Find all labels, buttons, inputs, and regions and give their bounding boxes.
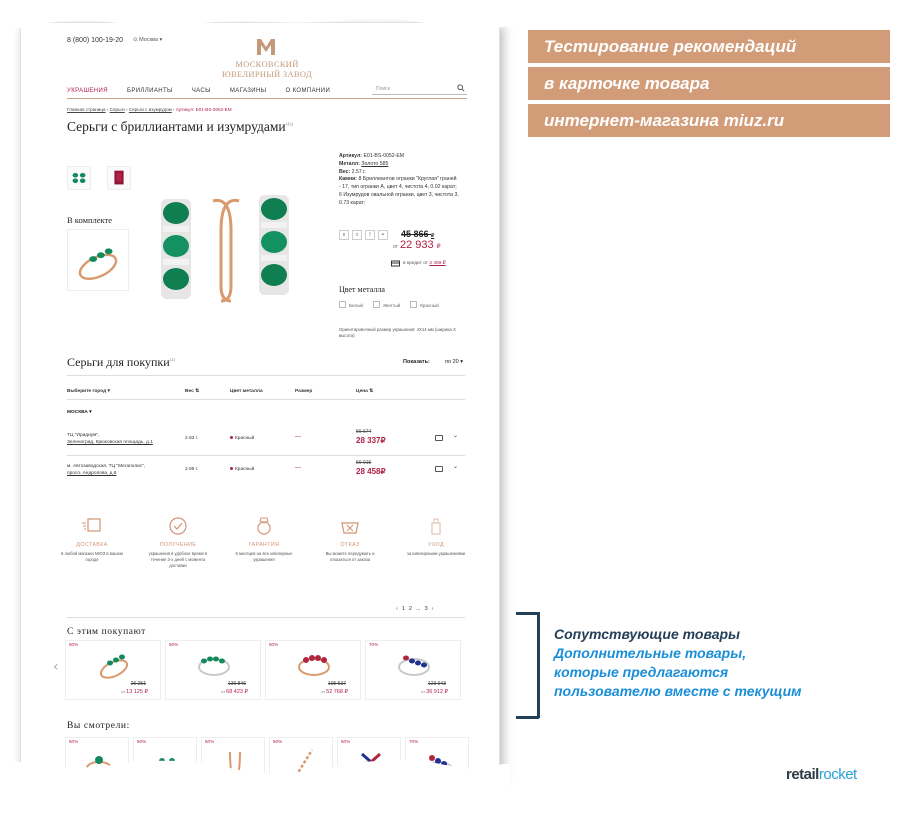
ring-icon [294,647,334,681]
col-metal[interactable]: Цвет металла [230,389,263,394]
weight-value: 2.57 г. [351,168,366,175]
divider [67,399,465,400]
divider [67,455,465,456]
basket-cancel-icon [339,515,361,537]
metal-value[interactable]: Золото 585 [361,160,389,167]
logo-line2: ЮВЕЛИРНЫЙ ЗАВОД [221,69,312,79]
ring-icon [94,647,134,681]
note-line2: Дополнительные товары, [554,645,747,661]
benefit-warranty-title: ГАРАНТИЯ [248,542,280,548]
page-title [67,119,293,135]
metal-option-yellow[interactable]: Желтый [373,301,400,308]
logo-part-a: retail [786,766,819,783]
credit-icon [391,260,400,267]
benefit-care-title: УХОД [428,542,444,548]
col-city-label: Выберите город [67,389,107,394]
nav-item-stores[interactable]: МАГАЗИНЫ [229,87,267,94]
product-specs [339,153,469,208]
share-link-icon[interactable]: ⚭ [378,230,388,240]
title-banner-3: интернет-магазина miuz.ru [528,104,890,137]
nav-item-jewelry[interactable]: УКРАШЕНИЯ [67,87,108,94]
card-price-from: от [321,689,326,694]
stones-line3: 6 Изумрудов овальной огранки, цвет 3, чистота 3, [339,191,459,198]
logo-icon[interactable] [255,35,277,57]
show-label: Показать: [403,359,430,365]
card-price-from: от [421,689,426,694]
col-price[interactable]: Цена ⇅ [356,389,374,394]
city-group[interactable]: МОСКВА ▾ [67,410,92,415]
price-from-label: от [393,244,398,250]
ring-icon [394,647,434,681]
title-banner-2: в карточке товара [528,67,890,100]
gallery-thumb-box[interactable] [107,166,131,190]
ring-icon [68,230,128,290]
spray-bottle-icon [425,515,447,537]
article-value: E01-BS-0052-EM [363,153,405,159]
metal-option-white[interactable]: Белый [339,301,363,308]
store-1-weight: 2.93 г. [185,436,199,441]
ring-icon [194,647,234,681]
chevron-down-icon[interactable]: ⌄ [453,433,459,439]
product-main-image[interactable] [151,191,301,311]
recommend-card[interactable] [65,640,161,700]
nav-item-company[interactable]: О КОМПАНИИ [285,87,331,94]
kit-ring-image[interactable] [67,229,129,291]
discount-badge: 50% [205,739,215,744]
discount-badge: 50% [169,642,179,647]
buy-section-title [67,355,175,370]
discount-badge: 50% [69,642,79,647]
logo-part-b: rocket [818,766,857,783]
note-line1: Сопутствующие товары [554,626,741,642]
header-phone[interactable]: 8 (800) 100-19-20 [67,37,124,44]
credit-offer[interactable] [403,261,446,266]
share-buttons [339,230,388,240]
benefit-pickup-desc: украшения в удобное время в течение 3-х дней с момента доставки [148,551,208,568]
store-1-line1: ТЦ "Иридиум", [67,433,100,438]
breadcrumb-earrings[interactable]: Серьги [109,107,125,112]
pager-prev[interactable]: ‹ [396,606,398,612]
search-icon[interactable] [457,84,465,92]
divider [67,617,465,618]
store-2-line2[interactable]: просп. Андропова, д.8 [67,470,117,476]
benefit-refund [317,515,383,563]
stones-line2: - 17, тип огранки А, цвет 4, чистота 4, 0.02 карат; [339,184,457,191]
screenshot-panel [20,22,500,782]
card-new-price [421,689,448,695]
store-1-new-price: 28 337₽ [356,436,386,445]
chevron-down-icon[interactable]: ⌄ [453,464,459,470]
benefit-refund-desc: Вы можете передумать и отказаться от заказа [325,551,375,562]
recommend-card[interactable] [165,640,261,700]
kit-label: В комплекте [67,215,113,225]
new-price-currency: ₽ [436,244,441,250]
show-count-select[interactable]: по 20 ▾ [445,359,463,365]
weight-label: Вес: [339,168,351,175]
breadcrumb: Главная страница › Серьги › Серьги с изумрудом › Артикул: E01-BS-0052-EM [67,107,232,112]
benefit-care [403,515,469,557]
old-price-currency: ₽ [431,233,435,239]
pagination [396,606,433,612]
old-price-value: 45 866 [401,229,429,239]
gift-box-icon [108,167,130,189]
discount-badge: 50% [273,739,283,744]
main-nav [67,83,467,99]
store-2-weight: 2.95 г. [185,467,199,472]
stones-line1: 8 Бриллиантов огранки "Круглая" граней [358,176,457,183]
pager-page-2[interactable]: 2 [408,606,412,612]
card-new-price-value: 68 423 ₽ [226,689,248,695]
discount-badge: 50% [341,739,351,744]
viewed-title: Вы смотрели: [67,721,130,731]
discount-badge: 70% [409,739,419,744]
breadcrumb-current: Артикул: E01-BS-0052-EM [175,107,232,112]
metal-color-title: Цвет металла [339,285,385,294]
benefit-pickup [145,515,211,569]
share-ok-icon[interactable]: о [352,230,362,240]
note-line4: пользователю вместе с текущим [554,683,802,699]
ring-warranty-icon [253,515,275,537]
paper-wave-bottom [10,758,510,798]
col-weight[interactable]: Вес ⇅ [185,389,200,394]
bracket-top [516,612,539,615]
pager-page-1[interactable]: 1 [401,606,405,612]
card-old-price: 26 251 [130,681,146,687]
article-label: Артикул: [339,153,363,159]
card-new-price-value: 36 912 ₽ [426,689,448,695]
city-selector[interactable]: ⊙ Москва ▾ [133,37,163,43]
show-count-value: по 20 [445,359,459,365]
store-2-new-price: 28 458₽ [356,467,386,476]
discount-badge: 70% [369,642,379,647]
logo-text [221,59,313,79]
divider [67,375,465,376]
benefit-refund-title: ОТКАЗ [340,542,360,548]
logo-line1: МОСКОВСКИЙ [235,59,299,69]
new-price-value: 22 933 [399,239,434,251]
benefit-delivery-title: ДОСТАВКА [76,542,108,548]
store-1[interactable] [67,433,153,446]
nav-item-watches[interactable]: ЧАСЫ [191,87,211,94]
store-2-color: Красный [230,467,254,472]
metal-label: Металл: [339,160,360,167]
delivery-icon [81,515,103,537]
col-price-label: Цена [356,389,368,394]
card-new-price [221,689,248,695]
clock-check-icon [167,515,189,537]
benefit-delivery-desc: в любой магазин МЮЗ в вашем городе [61,551,123,562]
card-new-price-value: 52 768 ₽ [326,689,348,695]
benefit-delivery [59,515,125,563]
metal-option-red[interactable]: Красный [410,301,439,308]
credit-value[interactable]: 2 459 ₽ [429,261,446,266]
city-label: Москва [139,37,158,43]
discount-badge: 50% [137,739,147,744]
card-old-price: 123 043 [427,681,446,687]
card-new-price [121,689,148,695]
title-banner-1: Тестирование рекомендаций [528,30,890,63]
store-2-size: — [295,465,301,471]
benefit-care-desc: за ювелирными украшениями [406,551,466,556]
paper-wave-top [10,8,510,38]
earring-thumb-icon [68,167,90,189]
pager-ellipsis: ... [415,606,421,612]
store-1-color: Красный [230,436,254,441]
metal-color-options [339,301,439,308]
pager-next[interactable]: › [431,606,434,612]
bracket-bottom [516,716,539,719]
share-vk-icon[interactable]: в [339,230,349,240]
benefit-warranty [231,515,297,563]
breadcrumb-home[interactable]: Главная страница [67,107,106,112]
bought-with-title: С этим покупают [67,627,146,637]
carousel-prev-icon[interactable]: ‹ [53,659,59,675]
recommend-card[interactable] [365,640,461,700]
benefit-pickup-title: ПОЛУЧЕНИЕ [159,542,197,548]
city-group-label: МОСКВА [67,410,88,415]
review-count[interactable]: (42) [285,121,294,127]
page-title-text: Серьги с бриллиантами и изумрудами [67,119,286,134]
col-size[interactable]: Размер [295,389,313,394]
nav-item-diamonds[interactable]: БРИЛЛИАНТЫ [127,87,173,94]
store-1-size: — [295,434,301,440]
discount-badge: 50% [269,642,279,647]
card-new-price-value: 13 125 ₽ [126,689,148,695]
old-price [401,229,434,239]
breadcrumb-emerald[interactable]: Серьги с изумрудом [128,107,172,112]
col-weight-label: Вес [185,389,194,394]
pager-page-3[interactable]: 3 [424,606,428,612]
share-fb-icon[interactable]: f [365,230,375,240]
store-1-old-price: 56 674 [356,429,372,435]
note-line3: которые предлагаются [554,664,729,680]
size-note: Ориентировочный размер украшения: 4Х14 мм (ширина Х высота) [339,327,456,338]
gallery-thumb[interactable] [67,166,91,190]
annotation-note [554,625,802,701]
basket-icon[interactable] [435,466,443,472]
search-input[interactable]: Поиск [372,83,467,95]
card-old-price: 105 537 [327,681,346,687]
store-2-old-price: 56 915 [356,460,372,466]
bracket [537,612,540,718]
retailrocket-logo [786,766,857,783]
store-1-line2[interactable]: Зеленоград, Крюковская площадь, д.1 [67,439,153,445]
card-price-from: от [121,689,126,694]
buy-title-text: Серьги для покупки [67,355,170,369]
col-city[interactable]: Выберите город ▾ [67,389,110,394]
card-new-price [321,689,348,695]
discount-badge: 50% [69,739,79,744]
recommend-card[interactable] [265,640,361,700]
store-2[interactable] [67,464,145,477]
stones-line4: 0.73 карат; [339,199,366,206]
store-2-line1: м. Автозаводская, ТЦ "Мегаполис", [67,464,146,469]
basket-icon[interactable] [435,435,443,441]
benefit-warranty-desc: 6 месяцев на все ювелирные украшения [235,551,293,562]
credit-label: в кредит от [403,261,428,266]
card-old-price: 136 846 [227,681,246,687]
new-price [393,239,441,251]
buy-count: (2) [169,357,175,362]
card-price-from: от [221,689,226,694]
stones-label: Камни: [339,176,358,183]
